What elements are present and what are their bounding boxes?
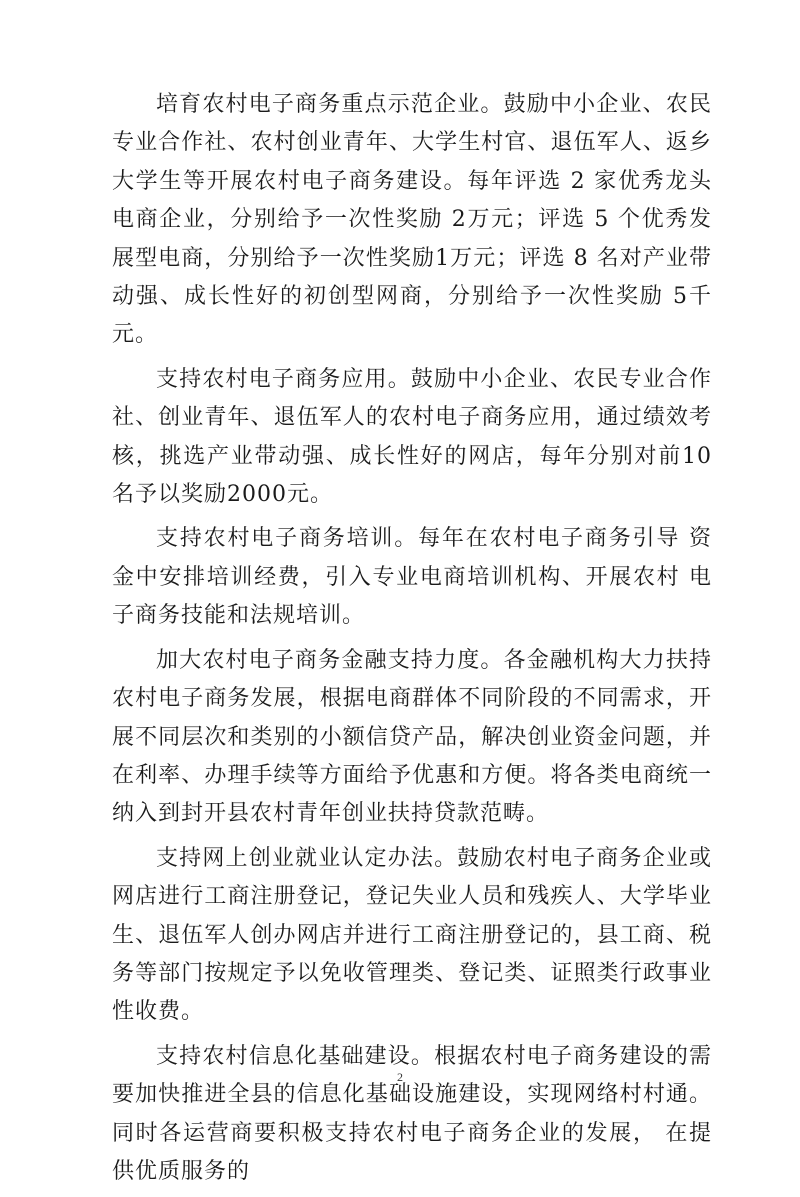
paragraph-online-entrepreneurship: 支持网上创业就业认定办法。鼓励农村电子商务企业或网店进行工商注册登记，登记失业人员和残疾人、大学毕业生、退伍军人创办网店并进行工商注册登记的，县工商、税务等部门按规定予以免收管理类、登记类、证照类行政事业性收费。 <box>112 845 712 1025</box>
page-number: 2 <box>397 1070 403 1084</box>
paragraph-demonstration-enterprises: 培育农村电子商务重点示范企业。鼓励中小企业、农民专业合作社、农村创业青年、大学生村官、退伍军人、返乡大学生等开展农村电子商务建设。每年评选 2 家优秀龙头电商企业，分别给予一次性奖励 2万元；评选 5 个优秀发展型电商，分别给予一次性奖励1万元；评选 8 名对产业带动强、成长性好的初创型网商，分别给予一次性奖励 5千元。 <box>112 92 712 348</box>
document-body <box>112 86 712 1197</box>
paragraph-ecommerce-training: 支持农村电子商务培训。每年在农村电子商务引导 资金中安排培训经费，引入专业电商培训机构、开展农村 电子商务技能和法规培训。 <box>112 526 712 629</box>
paragraph-financial-support: 加大农村电子商务金融支持力度。各金融机构大力扶持农村电子商务发展，根据电商群体不同阶段的不同需求，开展不同层次和类别的小额信贷产品，解决创业资金问题，并在利率、办理手续等方面给予优惠和方便。将各类电商统一纳入到封开县农村青年创业扶持贷款范畴。 <box>112 647 712 827</box>
paragraph-infrastructure: 支持农村信息化基础建设。根据农村电子商务建设的需要加快推进全县的信息化基础设施建设，实现网络村村通。同时各运营商要积极支持农村电子商务企业的发展， 在提供优质服务的 <box>112 1043 712 1184</box>
paragraph-ecommerce-application: 支持农村电子商务应用。鼓励中小企业、农民专业合作社、创业青年、退伍军人的农村电子商务应用，通过绩效考核，挑选产业带动强、成长性好的网店，每年分别对前10名予以奖励2000元。 <box>112 366 712 508</box>
